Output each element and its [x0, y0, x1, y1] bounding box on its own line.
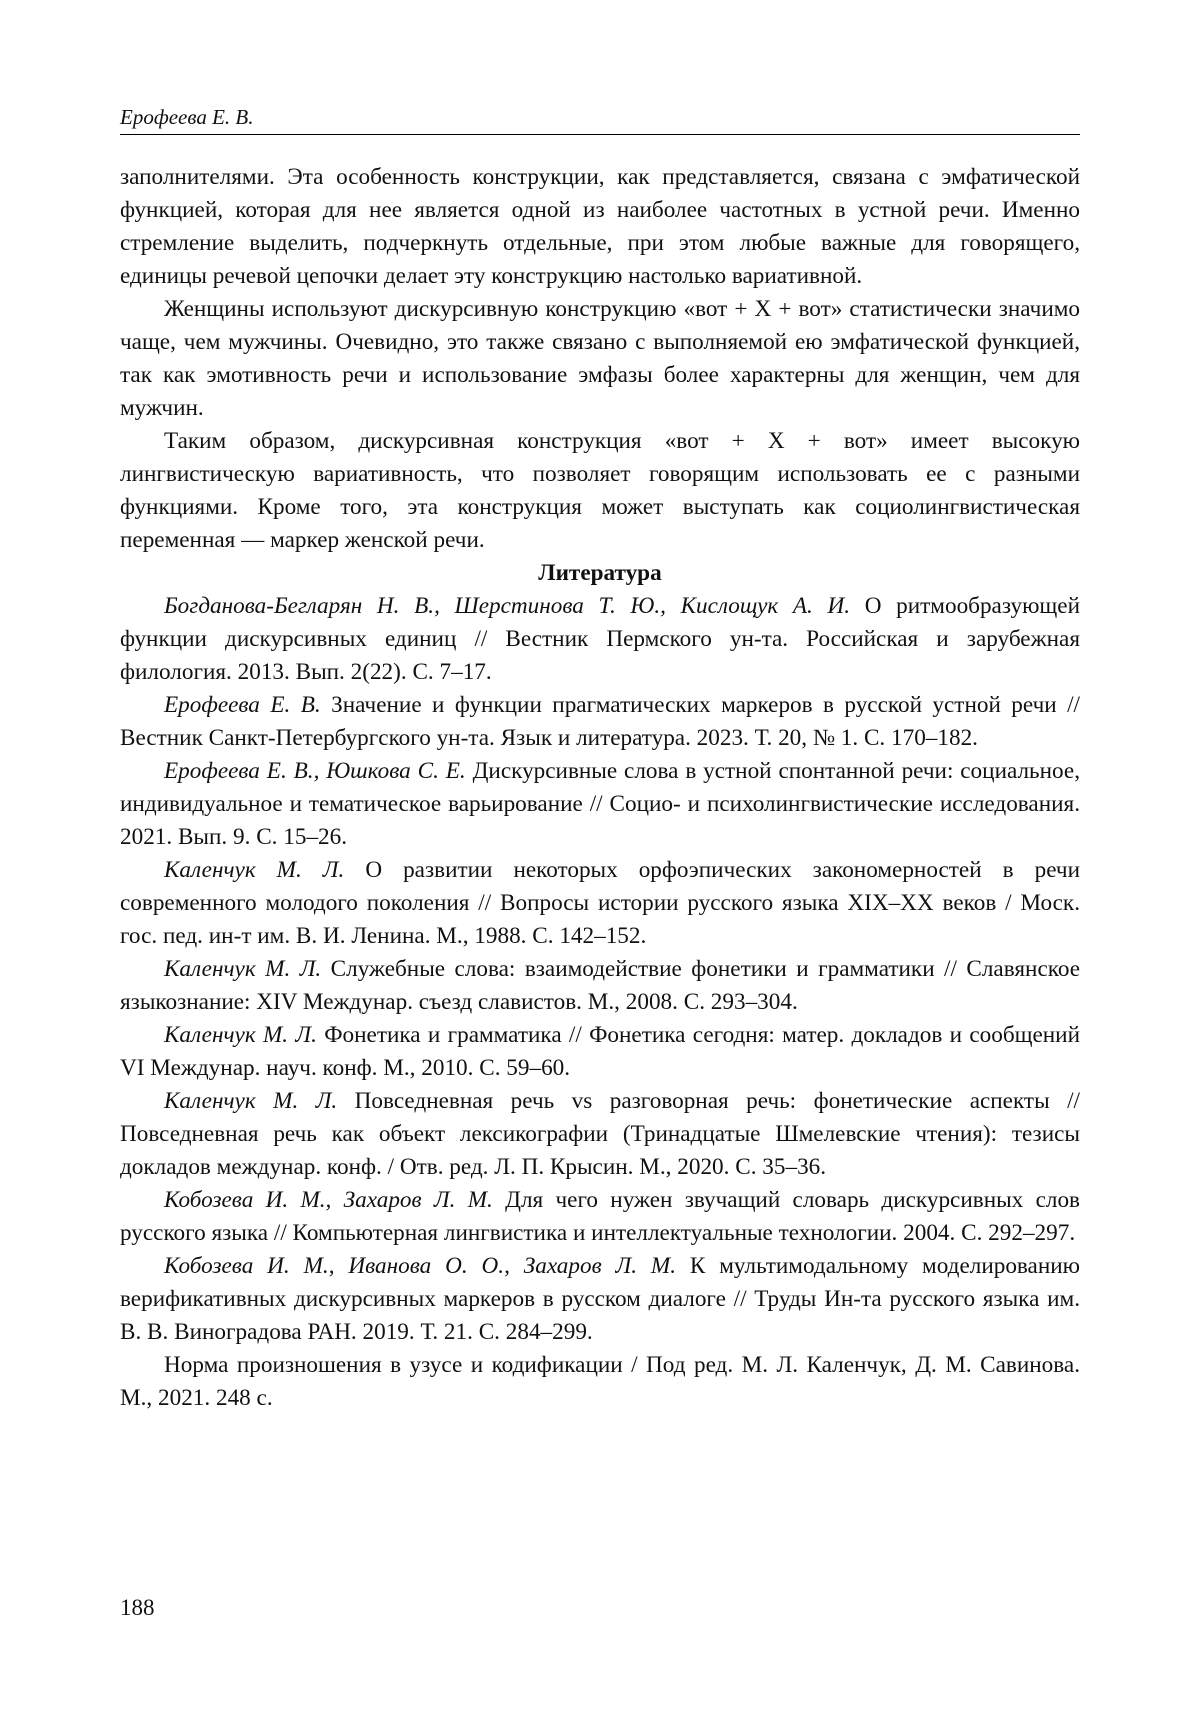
running-head: Ерофеева Е. В. [120, 104, 1080, 135]
reference-text: О ритмообразующей функции дискурсивных единиц // Вестник Пермского ун-та. Российская и зарубежная филология. 2013. Вып. 2(22). С. 7–17. [120, 593, 1080, 685]
reference-list [120, 590, 1080, 1415]
reference-text: К мультимодальному моделированию верификативных дискурсивных маркеров в русском диалоге // Труды Ин-та русского языка им. В. В. Виноградова РАН. 2019. Т. 21. С. 284–299. [120, 1253, 1080, 1345]
reference-text: Норма произношения в узусе и кодификации / Под ред. М. Л. Каленчук, Д. М. Савинова. М., 2021. 248 с. [120, 1352, 1080, 1411]
reference-text: Повседневная речь vs разговорная речь: фонетические аспекты // Повседневная речь как объект лексикографии (Тринадцатые Шмелевские чтения): тезисы докладов междунар. конф. / Отв. ред. Л. П. Крысин. М., 2020. С. 35–36. [120, 1088, 1080, 1180]
body-paragraph: Женщины используют дискурсивную конструкцию «вот + Х + вот» статистически значимо чаще, чем мужчины. Очевидно, это также связано с выполняемой ею эмфатической функцией, так как эмотивность речи и использование эмфазы более характерны для женщин, чем для мужчин. [120, 296, 1080, 421]
reference-authors: Кобозева И. М., Захаров Л. М. [164, 1187, 493, 1213]
reference-text: Служебные слова: взаимодействие фонетики и грамматики // Славянское языкознание: XIV Междунар. съезд славистов. М., 2008. С. 293–304. [120, 956, 1080, 1015]
reference-entry [120, 1019, 1080, 1085]
reference-authors: Богданова-Бегларян Н. В., Шерстинова Т. Ю., Кислощук А. И. [164, 593, 851, 619]
reference-entry [120, 590, 1080, 689]
reference-authors: Каленчук М. Л. [164, 1088, 338, 1114]
reference-authors: Кобозева И. М., Иванова О. О., Захаров Л. М. [164, 1253, 677, 1279]
references-heading: Литература [538, 560, 662, 586]
reference-text: Фонетика и грамматика // Фонетика сегодня: матер. докладов и сообщений VI Междунар. науч. конф. М., 2010. С. 59–60. [120, 1022, 1080, 1081]
reference-authors: Ерофеева Е. В., Юшкова С. Е. [164, 758, 466, 784]
reference-entry [120, 953, 1080, 1019]
text-column [120, 161, 1080, 1415]
reference-entry [120, 1085, 1080, 1184]
reference-text: Дискурсивные слова в устной спонтанной речи: социальное, индивидуальное и тематическое варьирование // Социо- и психолингвистические исследования. 2021. Вып. 9. С. 15–26. [120, 758, 1080, 850]
reference-text: Для чего нужен звучащий словарь дискурсивных слов русского языка // Компьютерная лингвистика и интеллектуальные технологии. 2004. С. 292–297. [120, 1187, 1080, 1246]
body-paragraph: заполнителями. Эта особенность конструкции, как представляется, связана с эмфатической функцией, которая для нее является одной из наиболее частотных в устной речи. Именно стремление выделить, подчеркнуть отдельные, при этом любые важные для говорящего, единицы речевой цепочки делает эту конструкцию настолько вариативной. [120, 164, 1080, 289]
reference-entry [120, 1184, 1080, 1250]
reference-authors: Каленчук М. Л. [164, 857, 345, 883]
page-number: 188 [120, 1595, 155, 1620]
reference-authors: Ерофеева Е. В. [164, 692, 321, 718]
reference-text: Значение и функции прагматических маркеров в русской устной речи // Вестник Санкт-Петербургского ун-та. Язык и литература. 2023. Т. 20, № 1. С. 170–182. [120, 692, 1080, 751]
reference-text: О развитии некоторых орфоэпических закономерностей в речи современного молодого поколения // Вопросы истории русского языка XIX–XX веков / Моск. гос. пед. ин-т им. В. И. Ленина. М., 1988. С. 142–152. [120, 857, 1080, 949]
reference-entry [120, 755, 1080, 854]
reference-entry [120, 1250, 1080, 1349]
reference-authors: Каленчук М. Л. [164, 956, 322, 982]
reference-entry [120, 1349, 1080, 1415]
reference-entry [120, 689, 1080, 755]
reference-authors: Каленчук М. Л. [164, 1022, 317, 1048]
reference-entry [120, 854, 1080, 953]
body-paragraph: Таким образом, дискурсивная конструкция «вот + Х + вот» имеет высокую лингвистическую вариативность, что позволяет говорящим использовать ее с разными функциями. Кроме того, эта конструкция может выступать как социолингвистическая переменная — маркер женской речи. [120, 428, 1080, 553]
